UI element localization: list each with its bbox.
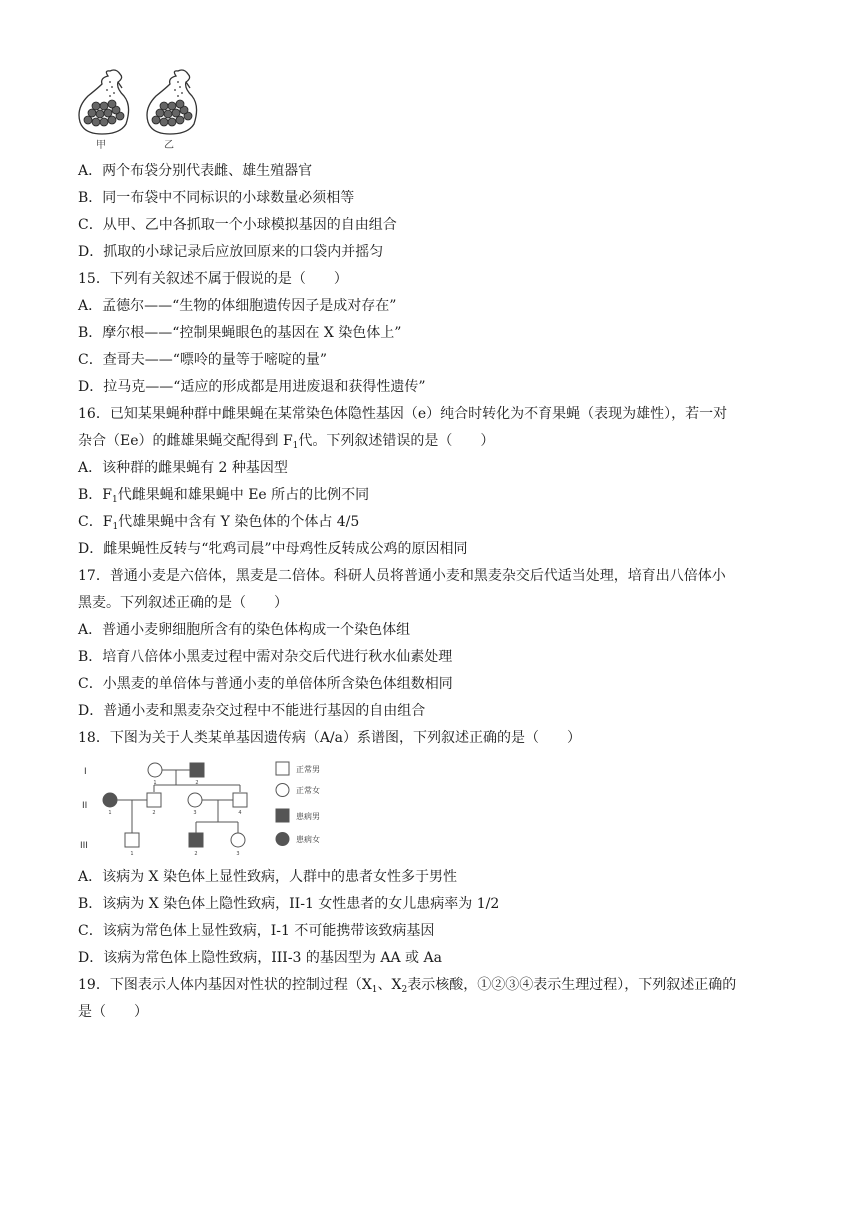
- legend-affected-male-symbol: [276, 809, 289, 822]
- legend-normal-female-label: 正常女: [296, 786, 320, 795]
- q14-option-d: D．抓取的小球记录后应放回原来的口袋内并摇匀: [78, 244, 384, 260]
- number-iii1: 1: [130, 851, 134, 857]
- generation-label-iii: III: [80, 841, 88, 851]
- q18-stem: 18．下图为关于人类某单基因遗传病（A/a）系谱图，下列叙述正确的是（ ）: [78, 730, 581, 746]
- number-ii3: 3: [193, 810, 197, 816]
- q17-option-a: A．普通小麦卵细胞所含有的染色体构成一个染色体组: [78, 622, 411, 638]
- bag-yi: [147, 70, 197, 134]
- q14-option-a: A．两个布袋分别代表雌、雄生殖器官: [78, 163, 313, 179]
- bag-jia: [79, 70, 129, 134]
- q15-stem: 15．下列有关叙述不属于假说的是（ ）: [78, 271, 348, 287]
- q16-option-d: D．雌果蝇性反转与“牝鸡司晨”中母鸡性反转成公鸡的原因相同: [78, 541, 468, 557]
- bags-figure: [74, 68, 204, 152]
- q14-option-b: B．同一布袋中不同标识的小球数量必须相等: [78, 190, 355, 206]
- individual-i1-normal-female: [148, 763, 162, 777]
- q19-stem-b: 、X: [377, 977, 402, 993]
- q15-option-d: D．拉马克——“适应的形成都是用进废退和获得性遗传”: [78, 379, 426, 395]
- legend-normal-female-symbol: [276, 784, 289, 797]
- q16-c-pre: C．F: [78, 514, 113, 530]
- q16-stem-line1: 16．已知某果蝇种群中雌果蝇在某常染色体隐性基因（e）纯合时转化为不育果蝇（表现为雄性），若一对: [78, 406, 728, 422]
- individual-iii1-normal-male: [125, 833, 139, 847]
- q19-stem-c: 表示核酸，①②③④表示生理过程），下列叙述正确的: [407, 977, 737, 993]
- legend-affected-male-label: 患病男: [296, 812, 320, 821]
- q16-stem-line2: [78, 432, 798, 450]
- subscript: 2: [401, 985, 408, 995]
- subscript: 1: [112, 522, 119, 532]
- q19-stem-line2: 是（ ）: [78, 1004, 148, 1020]
- generation-label-i: I: [84, 767, 87, 777]
- q17-stem-line2: 黑麦。下列叙述正确的是（ ）: [78, 595, 288, 611]
- number-i2: 2: [195, 780, 199, 786]
- number-ii2: 2: [152, 810, 156, 816]
- q16-option-a: A．该种群的雌果蝇有 2 种基因型: [78, 460, 288, 476]
- subscript: 1: [371, 985, 378, 995]
- q16-option-b: [78, 486, 798, 504]
- q18-option-b: B．该病为 X 染色体上隐性致病，II-1 女性患者的女儿患病率为 1/2: [78, 896, 500, 912]
- q17-option-d: D．普通小麦和黑麦杂交过程中不能进行基因的自由组合: [78, 703, 426, 719]
- q16-c-post: 代雄果蝇中含有 Y 染色体的个体占 4/5: [118, 514, 360, 530]
- q15-option-b: B．摩尔根——“控制果蝇眼色的基因在 X 染色体上”: [78, 325, 402, 341]
- number-ii4: 4: [238, 810, 242, 816]
- q15-option-c: C．查哥夫——“嘌呤的量等于嘧啶的量”: [78, 352, 328, 368]
- q17-stem-line1: 17．普通小麦是六倍体，黑麦是二倍体。科研人员将普通小麦和黑麦杂交后代适当处理，培育出八倍体小: [78, 568, 726, 584]
- q16-option-c: [78, 513, 798, 531]
- number-ii1: 1: [108, 810, 112, 816]
- number-iii3: 3: [236, 851, 240, 857]
- q16-b-post: 代雌果蝇和雄果蝇中 Ee 所占的比例不同: [117, 487, 370, 503]
- subscript: 1: [112, 495, 118, 505]
- q18-option-a: A．该病为 X 染色体上显性致病，人群中的患者女性多于男性: [78, 869, 457, 885]
- individual-iii2-affected-male: [189, 833, 203, 847]
- q16-stem-text-post: 代。下列叙述错误的是（ ）: [298, 433, 495, 449]
- legend-normal-male-symbol: [276, 762, 289, 775]
- individual-iii3-normal-female: [231, 833, 245, 847]
- pedigree-chart: [78, 756, 368, 860]
- q17-option-c: C．小黑麦的单倍体与普通小麦的单倍体所含染色体组数相同: [78, 676, 453, 692]
- individual-ii3-normal-female: [188, 793, 202, 807]
- legend-affected-female-symbol: [276, 833, 289, 846]
- individual-ii4-normal-male: [233, 793, 247, 807]
- individual-ii2-normal-male: [147, 793, 161, 807]
- q19-stem-a: 19．下图表示人体内基因对性状的控制过程（X: [78, 977, 372, 993]
- legend-normal-male-label: 正常男: [296, 765, 320, 774]
- generation-label-ii: II: [82, 801, 88, 811]
- bag-yi-label: 乙: [164, 140, 174, 151]
- individual-ii1-affected-female: [103, 793, 117, 807]
- q19-stem-line1: [78, 976, 798, 994]
- q18-option-d: D．该病为常色体上隐性致病，III-3 的基因型为 AA 或 Aa: [78, 950, 442, 966]
- q14-option-c: C．从甲、乙中各抓取一个小球模拟基因的自由组合: [78, 217, 397, 233]
- q15-option-a: A．孟德尔——“生物的体细胞遗传因子是成对存在”: [78, 298, 397, 314]
- subscript: 1: [292, 441, 299, 451]
- q17-option-b: B．培育八倍体小黑麦过程中需对杂交后代进行秋水仙素处理: [78, 649, 453, 665]
- individual-i2-affected-male: [190, 763, 204, 777]
- bag-jia-label: 甲: [96, 140, 106, 151]
- number-iii2: 2: [194, 851, 198, 857]
- q18-option-c: C．该病为常色体上显性致病，I-1 不可能携带该致病基因: [78, 923, 435, 939]
- number-i1: 1: [153, 780, 157, 786]
- legend-affected-female-label: 患病女: [296, 835, 320, 844]
- q16-b-pre: B．F: [78, 487, 113, 503]
- q16-stem-text: 杂合（Ee）的雌雄果蝇交配得到 F: [78, 433, 293, 449]
